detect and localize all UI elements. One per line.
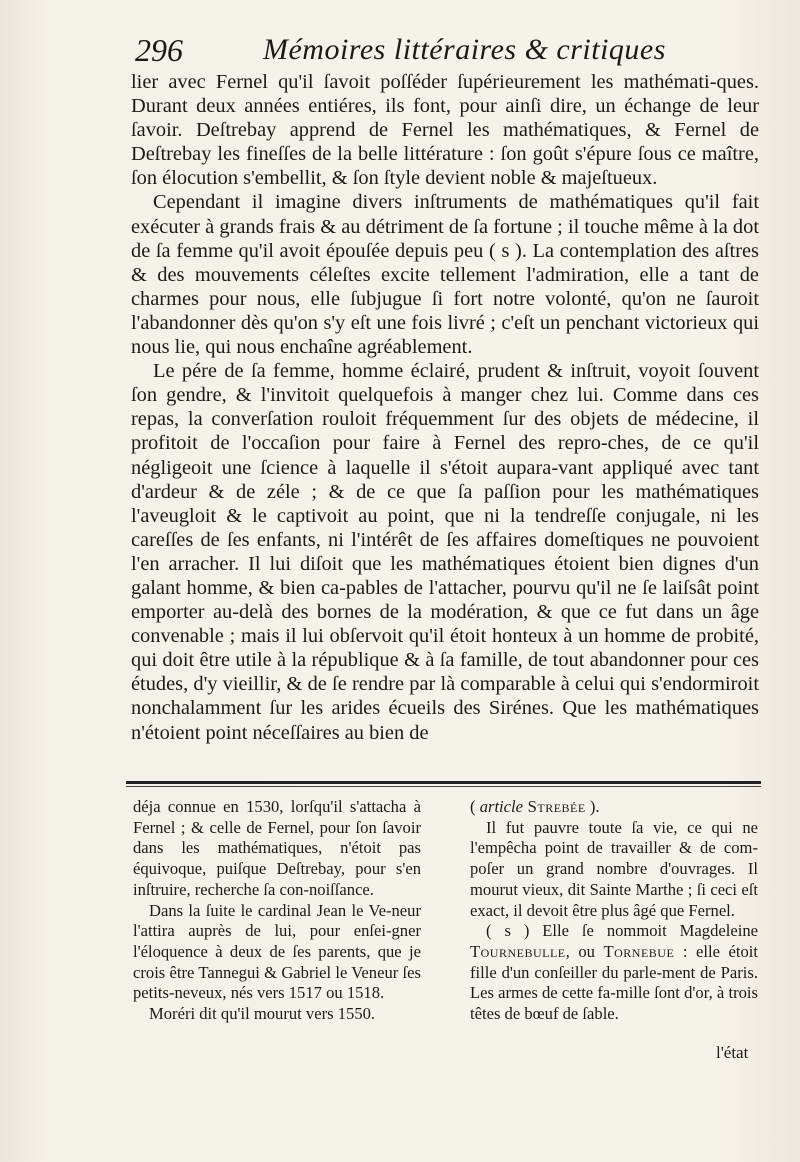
footnote-paragraph: Moréri dit qu'il mourut vers 1550. [149, 1004, 376, 1024]
footnote-s [470, 921, 758, 1025]
footnote-reference-italic: article [479, 797, 524, 816]
footnote-reference [470, 797, 758, 818]
footnote-paragraph: Il fut pauvre toute ſa vie, ce qui ne l'empêcha point de travailler & de com-poſer un grand nombre d'ouvrages. Il mourut vieux, dit Sainte Marthe ; ſi ceci eſt exact, il devoit être plus âgé que Fernel. [470, 817, 758, 920]
footnote-reference-name: Strebée [523, 797, 586, 816]
footnote-s-text-1: Elle ſe nommoit Magdeleine [529, 921, 758, 941]
catchword: l'état [716, 1043, 749, 1062]
footnote-rule-thin [126, 786, 761, 787]
footnote-continuation: déja connue en 1530, lorſqu'il s'attacha à Fernel ; & celle de Fernel, pour ſon ſavoir dans les mathématiques, n'étoit pas équivoque, puiſque Deſtrebay, pour s'en inſtruire, recherche ſa con-noiſſance. [133, 797, 421, 899]
footnote-paragraph: Dans la ſuite le cardinal Jean le Ve-neur l'attira auprès de lui, pour enſei-gner l'éloquence à deux de ſes parents, que je crois être Tannegui & Gabriel le Veneur ſes petits-neveux, nés vers 1517 ou 1518. [133, 900, 421, 1003]
footnote-reference-open: ( [470, 797, 480, 816]
page-number: 296 [135, 32, 183, 68]
footnotes-left-column [133, 797, 421, 1025]
paragraph-2: Cependant il imagine divers inſtruments de mathématiques qu'il fait exécuter à grands frais & au détriment de ſa fortune ; il touche même à la dot de ſa femme qu'il avoit épouſée depuis peu ( s ). La contemplation des aſtres & des mouvements céleſtes excite tellement l'admiration, elle a tant de charmes pour nous, elle ſubjugue ſi fort notre volonté, qu'on ne ſauroit l'abandonner dès qu'on s'y eſt une fois livré ; c'eſt un penchant victorieux qui nous lie, qui nous enchaîne agréablement. [131, 191, 759, 359]
paragraph-3: Le pére de ſa femme, homme éclairé, prudent & inſtruit, voyoit ſouvent ſon gendre, & l'invitoit quelquefois à manger chez lui. Comme dans ces repas, la converſation rouloit fréquemment ſur des objets de médecine, il profitoit de l'occaſion pour faire à Fernel des repro-ches, de ce qu'il négligeoit une ſcience à laquelle il s'étoit aupara-vant appliqué avec tant d'ardeur & de zéle ; & de ce que ſa paſſion pour les mathématiques l'aveugloit & le captivoit au point, que ni la tendreſſe conjugale, ni les careſſes de ſes enfants, ni l'intérêt de ſes affaires domeſtiques ne pouvoient l'en arracher. Il lui diſoit que les mathématiques étoient bien dignes d'un galant homme, & bien ca-pables de l'attacher, pourvu qu'il ne ſe laiſsât point emporter au-delà des bornes de la modération, & que ce fut dans un âge convenable ; mais il lui obſervoit qu'il étoit honteux à un homme de probité, qui doit être utile à la république & à ſa famille, de tout abandonner pour ces études, d'y vieillir, & de ſe rendre par là comparable à celui qui s'endormiroit nonchalamment ſur les arides écueils des Sirénes. Que les mathématiques n'étoient point néceſſaires au bien de [131, 360, 759, 744]
footnote-s-text-3: : elle étoit fille d'un conſeiller du parle-ment de Paris. Les armes de cette fa-mille ſont d'or, à trois têtes de bœuf de ſable. [470, 941, 758, 1024]
paragraph-1: lier avec Fernel qu'il ſavoit poſſéder ſupérieurement les mathémati-ques. Durant deux années entiéres, ils font, pour ainſi dire, un échange de leur ſavoir. Deſtrebay apprend de Fernel les mathématiques, & Fernel de Deſtrebay les fineſſes de la belle littérature : ſon goût s'épure ſous ce maître, ſon élocution s'embellit, & ſon ſtyle devient noble & majeſtueux. [131, 71, 759, 190]
footnote-s-name-1: Tournebulle [470, 941, 566, 961]
footnote-rule [126, 781, 761, 784]
footnote-s-name-2: Tornebue [603, 941, 675, 961]
footnote-reference-close: ). [585, 797, 600, 816]
main-text [131, 70, 759, 745]
page-header [135, 30, 775, 70]
footnote-s-text-2: , ou [565, 941, 604, 961]
footnotes-right-column [470, 797, 758, 1025]
footnote-marker: ( s ) [486, 921, 530, 941]
running-head: Mémoires littéraires & critiques [263, 33, 666, 66]
